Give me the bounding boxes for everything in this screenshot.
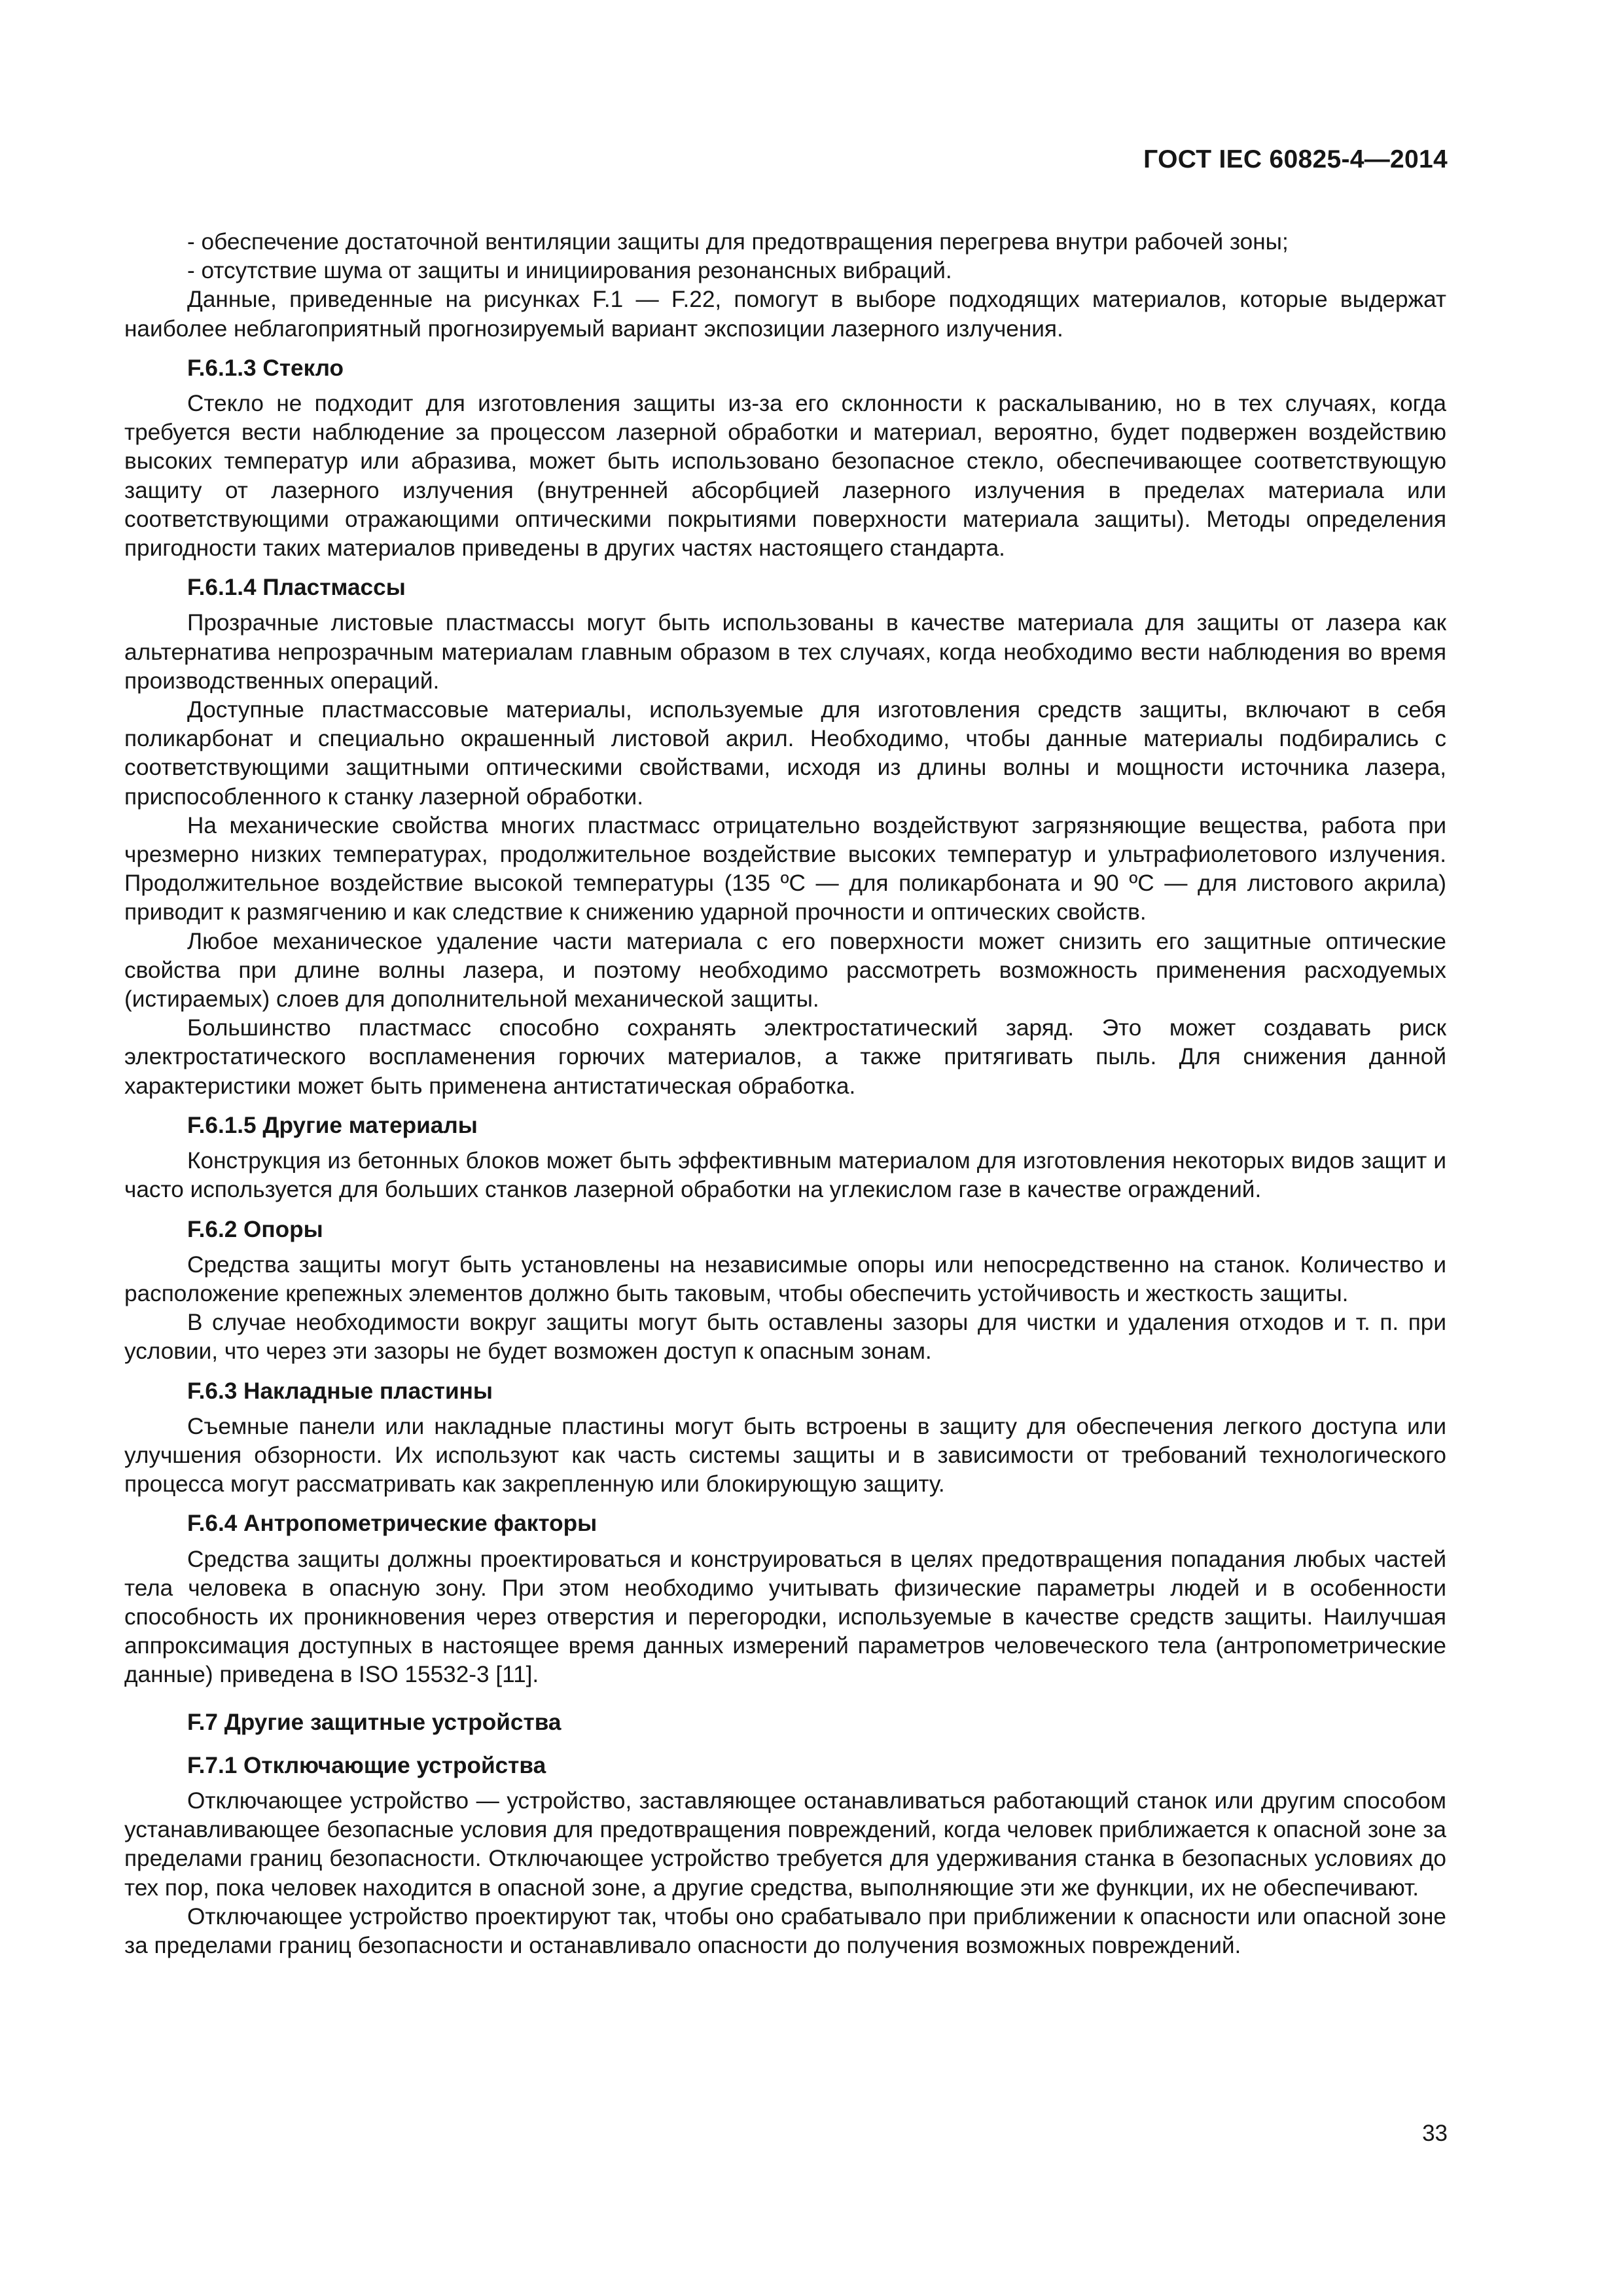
paragraph: Средства защиты должны проектироваться и конструироваться в целях предотвращения попадания любых частей тела человека в опасную зону. При этом необходимо учитывать физические параметры людей и в особенности способность их проникновения через отверстия и перегородки, используемые в качестве средств защиты. Наилучшая аппроксимация доступных в настоящее время данных измерений параметров человеческого тела (антропометрические данные) приведена в ISO 15532-3 [11]. (124, 1546, 1446, 1688)
document-body (124, 228, 1446, 1960)
paragraph: Отключающее устройство проектируют так, чтобы оно срабатывало при приближении к опасности или опасной зоне за пределами границ безопасности и останавливало опасности до получения возможных повреждений. (124, 1903, 1446, 1958)
paragraph: На механические свойства многих пластмасс отрицательно воздействуют загрязняющие вещества, работа при чрезмерно низких температурах, продолжительное воздействие высоких температур и ультрафиолетового излучения. Продолжительное воздействие высокой температуры (135 ºС — для поликарбоната и 90 ºС — для листового акрила) приводит к размягчению и как следствие к снижению ударной прочности и оптических свойств. (124, 812, 1446, 925)
paragraph: Большинство пластмасс способно сохранять электростатический заряд. Это может создавать риск электростатического воспламенения горючих материалов, а также притягивать пыль. Для снижения данной характеристики может быть применена антистатическая обработка. (124, 1015, 1446, 1099)
subsection-heading: F.7.1 Отключающие устройства (187, 1752, 546, 1778)
paragraph: Любое механическое удаление части материала с его поверхности может снизить его защитные оптические свойства при длине волны лазера, и поэтому необходимо рассмотреть возможность применения расходуемых (истираемых) слоев для дополнительной механической защиты. (124, 928, 1446, 1013)
subsection-heading: F.6.2 Опоры (187, 1216, 323, 1242)
subsection-heading: F.6.1.3 Стекло (187, 355, 344, 381)
paragraph: Данные, приведенные на рисунках F.1 — F.22, помогут в выборе подходящих материалов, которые выдержат наиболее неблагоприятный прогнозируемый вариант экспозиции лазерного излучения. (124, 287, 1446, 342)
page-number: 33 (1422, 2121, 1448, 2146)
paragraph: - обеспечение достаточной вентиляции защиты для предотвращения перегрева внутри рабочей зоны; (187, 229, 1289, 255)
paragraph: Конструкция из бетонных блоков может быть эффективным материалом для изготовления некоторых видов защит и часто используется для больших станков лазерной обработки на углекислом газе в качестве ограждений. (124, 1148, 1446, 1203)
subsection-heading: F.6.1.4 Пластмассы (187, 575, 406, 601)
paragraph: Стекло не подходит для изготовления защиты из-за его склонности к раскалыванию, но в тех случаях, когда требуется вести наблюдение за процессом лазерной обработки и материал, вероятно, будет подвержен воздействию высоких температур или абразива, может быть использовано безопасное стекло, обеспечивающее соответствующую защиту от лазерного излучения (внутренней абсорбцией лазерного излучения в пределах материала или соответствующими отражающими оптическими покрытиями поверхности материала защиты). Методы определения пригодности таких материалов приведены в других частях настоящего стандарта. (124, 391, 1446, 562)
page-header: ГОСТ IEC 60825-4—2014 (1143, 145, 1448, 173)
subsection-heading: F.6.3 Накладные пластины (187, 1378, 493, 1404)
paragraph: Прозрачные листовые пластмассы могут быть использованы в качестве материала для защиты от лазера как альтернатива непрозрачным материалам главным образом в тех случаях, когда необходимо вести наблюдения во время производственных операций. (124, 610, 1446, 694)
paragraph: В случае необходимости вокруг защиты могут быть оставлены зазоры для чистки и удаления отходов и т. п. при условии, что через эти зазоры не будет возможен доступ к опасным зонам. (124, 1310, 1446, 1365)
paragraph: - отсутствие шума от защиты и инициирования резонансных вибраций. (187, 258, 952, 284)
subsection-heading: F.6.4 Антропометрические факторы (187, 1511, 597, 1537)
paragraph: Съемные панели или накладные пластины могут быть встроены в защиту для обеспечения легкого доступа или улучшения обзорности. Их используют как часть системы защиты и в зависимости от требований технологического процесса могут рассматривать как закрепленную или блокирующую защиту. (124, 1413, 1446, 1498)
paragraph: Отключающее устройство — устройство, заставляющее останавливаться работающий станок или другим способом устанавливающее безопасные условия для предотвращения повреждений, когда человек приближается к опасной зоне за пределами границ безопасности. Отключающее устройство требуется для удерживания станка в безопасных условиях до тех пор, пока человек находится в опасной зоне, а другие средства, выполняющие эти же функции, их не обеспечивают. (124, 1787, 1446, 1901)
paragraph: Средства защиты могут быть установлены на независимые опоры или непосредственно на станок. Количество и расположение крепежных элементов должно быть таковым, чтобы обеспечить устойчивость и жесткость защиты. (124, 1251, 1446, 1306)
section-heading: F.7 Другие защитные устройства (187, 1709, 562, 1735)
paragraph: Доступные пластмассовые материалы, используемые для изготовления средств защиты, включают в себя поликарбонат и специально окрашенный листовой акрил. Необходимо, чтобы данные материалы подбирались с соответствующими защитными оптическими свойствами, исходя из длины волны и мощности источника лазера, приспособленного к станку лазерной обработки. (124, 697, 1446, 810)
subsection-heading: F.6.1.5 Другие материалы (187, 1112, 478, 1138)
